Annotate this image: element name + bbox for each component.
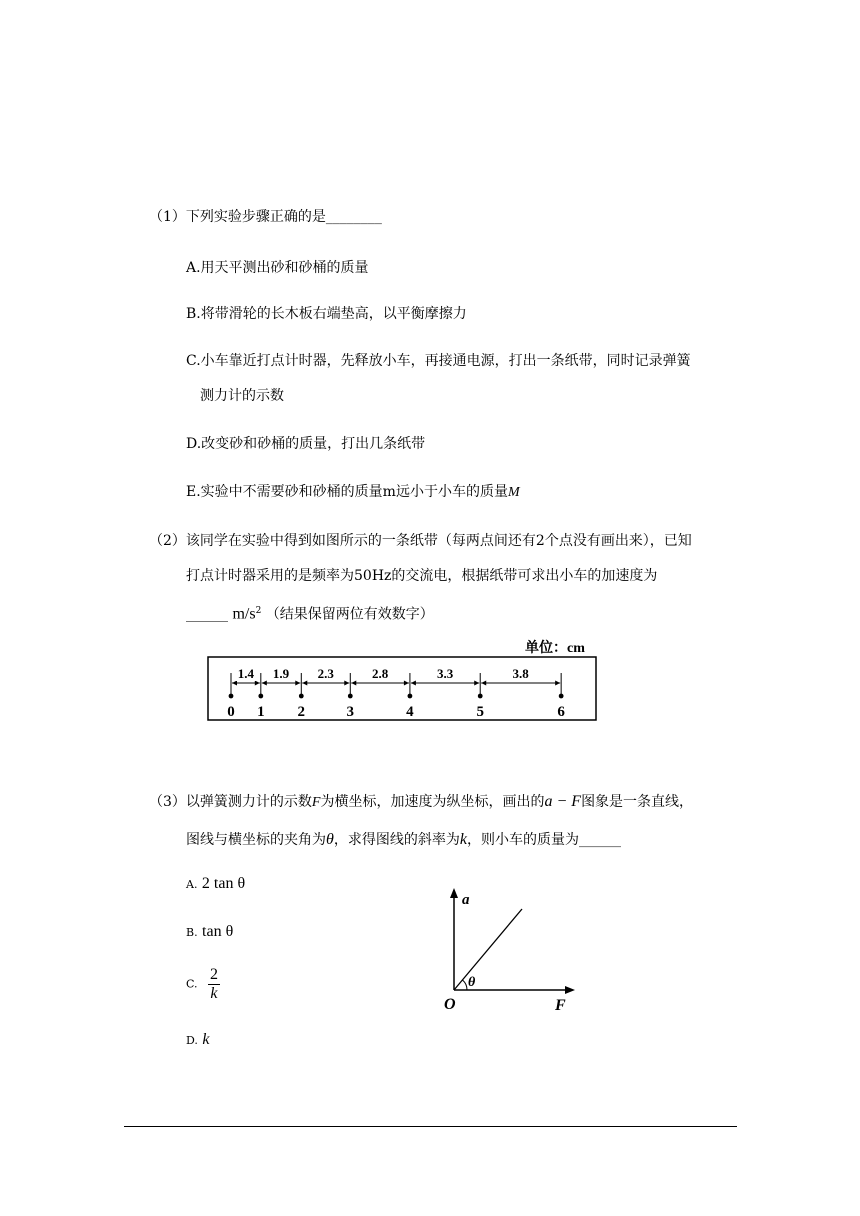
q3-line1 <box>149 792 693 813</box>
tape-point <box>559 694 564 699</box>
q3-theta-symbol: θ <box>326 831 334 848</box>
footer-divider <box>124 1126 737 1127</box>
tape-segment-label: 2.8 <box>371 666 389 681</box>
q2-line2: 打点计时器采用的是频率为50Hz的交流电，根据纸带可求出小车的加速度为 <box>186 568 658 584</box>
q3-option-b <box>186 922 233 943</box>
q1-option-d: D.改变砂和砂桶的质量，打出几条纸带 <box>186 436 426 452</box>
x-axis-label: F <box>555 997 566 1014</box>
tape-arrowhead <box>351 681 356 686</box>
paper-tape-figure <box>200 635 610 725</box>
angle-label: θ <box>468 975 476 990</box>
q2-answer-blank: ______ <box>186 606 228 623</box>
q1-option-c-cont: 测力计的示数 <box>200 388 284 404</box>
q3-F-symbol: F <box>311 795 321 810</box>
tape-arrowhead <box>555 681 560 686</box>
tape-point-label: 4 <box>406 704 414 720</box>
q3-option-b-label: B. <box>186 926 198 939</box>
q2-unit: m/s <box>232 605 256 623</box>
tape-arrowhead <box>262 681 267 686</box>
q3-line1-b: 为横坐标，加速度为纵坐标，画出的 <box>320 794 545 810</box>
q3-line2-c: ，则小车的质量为______ <box>466 832 621 848</box>
tape-arrowhead <box>411 681 416 686</box>
q3-option-d <box>186 1030 210 1051</box>
tape-segment-label: 3.3 <box>436 666 454 681</box>
q1-option-e-text: E.实验中不需要砂和砂桶的质量m远小于小车的质量 <box>186 484 508 500</box>
q3-line1-a: （3）以弹簧测力计的示数 <box>149 794 312 810</box>
q2-note: （结果保留两位有效数字） <box>265 606 434 623</box>
q3-option-d-value: k <box>202 1031 210 1048</box>
tape-arrowhead <box>481 681 486 686</box>
tape-segment-label: 3.8 <box>512 666 529 681</box>
q3-line2-b: ，求得图线的斜率为 <box>333 832 460 848</box>
q3-line1-c: 图象是一条直线， <box>581 794 694 810</box>
tape-point <box>478 694 483 699</box>
tape-segment-label: 2.3 <box>317 666 334 681</box>
q3-k-symbol: k <box>459 831 467 848</box>
q1-option-e <box>186 482 520 503</box>
tape-arrowhead <box>344 681 349 686</box>
q3-option-c-denominator: k <box>210 985 218 1002</box>
tape-point <box>408 694 413 699</box>
q2-line3 <box>186 601 434 625</box>
tape-point-label: 5 <box>476 704 484 720</box>
tape-point-label: 3 <box>346 704 355 720</box>
q3-line2 <box>186 830 621 850</box>
q3-aF-expr: a − F <box>544 793 582 810</box>
q3-option-c-label: C. <box>186 977 198 991</box>
tape-point <box>348 694 353 699</box>
y-axis-label: a <box>462 892 470 908</box>
q3-option-b-value: tan θ <box>202 923 234 940</box>
tape-arrowhead <box>232 681 237 686</box>
q2-line1: （2）该同学在实验中得到如图所示的一条纸带（每两点间还有2个点没有画出来），已知 <box>149 533 692 549</box>
q3-option-d-label: D. <box>186 1034 198 1047</box>
graph-line <box>454 909 522 990</box>
q1-option-a: A.用天平测出砂和砂桶的质量 <box>186 260 369 276</box>
tape-point <box>229 694 234 699</box>
tape-point-label: 6 <box>557 704 565 720</box>
tape-point-label: 0 <box>227 704 235 720</box>
tape-segment-label: 1.9 <box>272 666 290 681</box>
mass-symbol: M <box>507 485 520 500</box>
tape-arrowhead <box>474 681 479 686</box>
tape-marks <box>227 666 565 720</box>
tape-point-label: 1 <box>257 704 265 720</box>
q3-line2-a: 图线与横坐标的夹角为 <box>186 832 326 848</box>
tape-point-label: 2 <box>297 704 306 720</box>
tape-unit-label: 单位：cm <box>525 641 585 656</box>
tape-arrowhead <box>255 681 260 686</box>
q3-option-c-numerator: 2 <box>209 966 218 983</box>
q3-option-c-fraction <box>208 966 220 1003</box>
q1-option-c: C.小车靠近打点计时器，先释放小车，再接通电源，打出一条纸带，同时记录弹簧 <box>186 353 691 369</box>
q3-option-a-label: A. <box>186 878 198 891</box>
x-axis-arrow <box>565 986 575 994</box>
tape-point <box>258 694 263 699</box>
q2-unit-exponent: 2 <box>255 606 262 616</box>
q3-option-a-value: 2 tan θ <box>201 875 246 892</box>
q3-option-c <box>186 966 220 1003</box>
a-F-graph <box>440 885 580 1015</box>
q1-stem: （1）下列实验步骤正确的是________ <box>149 209 382 225</box>
angle-arc <box>463 980 468 990</box>
q1-option-b: B.将带滑轮的长木板右端垫高，以平衡摩擦力 <box>186 306 467 322</box>
tape-arrowhead <box>295 681 300 686</box>
tape-segment-label: 1.4 <box>237 666 255 681</box>
origin-label: O <box>444 996 456 1013</box>
tape-arrowhead <box>404 681 409 686</box>
y-axis-arrow <box>450 888 458 898</box>
tape-point <box>299 694 304 699</box>
q3-option-a <box>186 874 245 895</box>
tape-border <box>208 657 596 720</box>
tape-arrowhead <box>302 681 307 686</box>
